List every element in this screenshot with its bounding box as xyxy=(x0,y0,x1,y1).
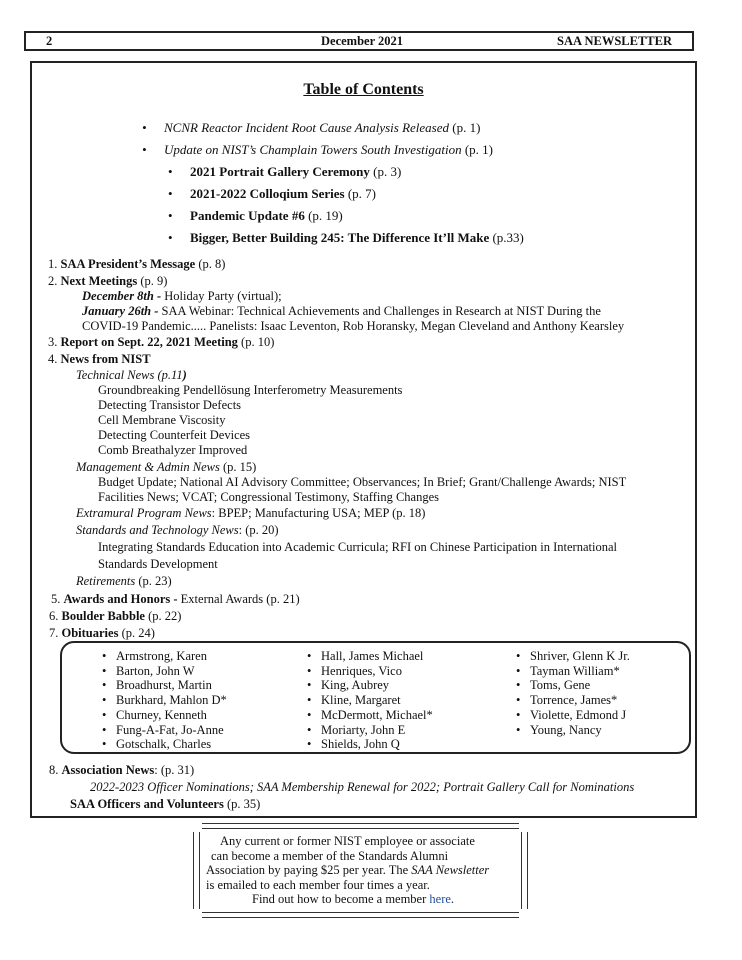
obituary-name: • Kline, Margaret xyxy=(307,693,401,708)
page-header xyxy=(24,31,694,51)
meeting-text: SAA Webinar: Technical Achievements and Challenges in Research at NIST During the xyxy=(161,304,601,318)
obituary-name: • Torrence, James* xyxy=(516,693,618,708)
text: Find out how to become a member xyxy=(252,892,430,906)
item-page: (p. 9) xyxy=(140,274,168,288)
item-page: (p. 8) xyxy=(198,257,226,271)
bullet-icon: • xyxy=(168,164,173,179)
obituary-name: • Shields, John Q xyxy=(307,737,400,752)
obituary-column xyxy=(307,649,433,752)
obituary-name: • Hall, James Michael xyxy=(307,649,424,663)
news-item: Detecting Counterfeit Devices xyxy=(98,428,251,442)
featured-page: (p.33) xyxy=(492,230,524,245)
page-number: 2 xyxy=(46,34,53,48)
obituary-name: • Fung-A-Fat, Jo-Anne xyxy=(102,722,224,737)
bullet-icon: • xyxy=(168,186,173,201)
section-management-news[interactable] xyxy=(76,460,256,475)
item-number: 8. xyxy=(49,763,59,777)
section-label: Retirements xyxy=(76,574,136,588)
featured-page: (p. 19) xyxy=(308,208,343,223)
featured-item[interactable] xyxy=(168,230,524,245)
toc-item[interactable] xyxy=(48,352,151,367)
section-page: (p. 15) xyxy=(222,460,257,474)
corner-decoration xyxy=(519,909,529,919)
featured-item[interactable] xyxy=(168,186,376,201)
section-page: : (p. 20) xyxy=(238,523,279,537)
item-title: Association News xyxy=(61,763,155,777)
featured-title: Update on NIST’s Champlain Towers South Investigation xyxy=(164,142,462,157)
text: Association by paying $25 per year. The xyxy=(206,863,412,877)
obituary-name: • Henriques, Vico xyxy=(307,663,402,678)
featured-page: (p. 1) xyxy=(464,142,493,157)
featured-item[interactable] xyxy=(168,164,402,179)
toc-item[interactable] xyxy=(49,763,194,778)
section-text: : BPEP; Manufacturing USA; MEP (p. 18) xyxy=(211,506,426,520)
featured-title: 2021-2022 Colloqium Series xyxy=(190,186,345,201)
item-title: News from NIST xyxy=(60,352,151,366)
issue-date: December 2021 xyxy=(321,34,404,48)
toc-item[interactable] xyxy=(48,274,167,289)
obituary-name: • McDermott, Michael* xyxy=(307,707,433,722)
membership-line: is emailed to each member four times a year. xyxy=(206,877,430,892)
toc-item[interactable] xyxy=(48,257,225,272)
text: . xyxy=(450,892,455,906)
news-item: Cell Membrane Viscosity xyxy=(98,413,226,427)
membership-box xyxy=(193,823,528,918)
item-number: 6. xyxy=(49,609,59,623)
association-news-text: 2022-2023 Officer Nominations; SAA Membership Renewal for 2022; Portrait Gallery Call for Nominations xyxy=(90,780,635,794)
obituary-name: • Broadhurst, Martin xyxy=(102,678,212,693)
news-item: Integrating Standards Education into Academic Curricula; RFI on Chinese Participation in International xyxy=(98,540,617,554)
item-page: (p. 22) xyxy=(148,609,182,623)
paren: ) xyxy=(182,368,187,382)
toc-item[interactable] xyxy=(49,609,181,624)
item-number: 3. xyxy=(48,335,58,349)
item-number: 4. xyxy=(48,352,58,366)
membership-line: Any current or former NIST employee or associate xyxy=(220,834,475,848)
obituary-column xyxy=(102,649,227,752)
item-title: Awards and Honors - xyxy=(63,592,178,606)
obituary-name: • Violette, Edmond J xyxy=(516,707,627,722)
section-label: Management & Admin News xyxy=(76,460,220,474)
item-title: Next Meetings xyxy=(60,274,138,288)
obituary-name: • Shriver, Glenn K Jr. xyxy=(516,649,630,663)
item-title: SAA Officers and Volunteers xyxy=(70,797,224,811)
news-item: Facilities News; VCAT; Congressional Testimony, Staffing Changes xyxy=(98,490,440,504)
membership-link[interactable]: here xyxy=(429,892,451,906)
obituary-name: • Burkhard, Mahlon D* xyxy=(102,693,227,708)
newsletter-name: SAA Newsletter xyxy=(411,863,490,877)
section-standards-news[interactable] xyxy=(76,523,279,538)
section-extramural-news[interactable] xyxy=(76,506,425,521)
toc-item-officers[interactable] xyxy=(70,797,260,812)
section-page: (p. 23) xyxy=(135,574,172,588)
item-page: (p. 24) xyxy=(121,626,155,640)
item-number: 5. xyxy=(51,592,61,606)
featured-item[interactable] xyxy=(142,120,481,135)
bullet-icon: • xyxy=(142,120,147,135)
featured-title: NCNR Reactor Incident Root Cause Analysis Released xyxy=(164,120,449,135)
corner-decoration xyxy=(192,822,202,832)
obituary-name: • Moriarty, John E xyxy=(307,722,406,737)
corner-decoration xyxy=(519,822,529,832)
toc-item[interactable] xyxy=(48,335,274,350)
membership-line: can become a member of the Standards Alumni xyxy=(211,848,449,863)
membership-line xyxy=(206,892,506,907)
toc-title: Table of Contents xyxy=(303,81,424,98)
featured-title: Pandemic Update #6 xyxy=(190,208,305,223)
toc-box xyxy=(30,61,697,818)
obituary-name: • Tayman William* xyxy=(516,663,620,678)
item-page: (p. 10) xyxy=(241,335,275,349)
section-label: Extramural Program News xyxy=(76,506,212,520)
bullet-icon: • xyxy=(168,230,173,245)
item-number: 2. xyxy=(48,274,58,288)
featured-item[interactable] xyxy=(142,142,493,157)
obituary-name: • King, Aubrey xyxy=(307,678,390,693)
obituary-name: • Gotschalk, Charles xyxy=(102,737,212,752)
item-rest: External Awards (p. 21) xyxy=(177,592,300,606)
featured-title: Bigger, Better Building 245: The Difference It’ll Make xyxy=(190,230,490,245)
news-item: Budget Update; National AI Advisory Committee; Observances; In Brief; Grant/Challenge Awards; NIST xyxy=(98,475,627,489)
meeting-line xyxy=(82,289,282,304)
news-item: Detecting Transistor Defects xyxy=(98,398,242,412)
item-title: Report on Sept. 22, 2021 Meeting xyxy=(60,335,238,349)
section-retirements[interactable] xyxy=(76,574,172,589)
meeting-date: December 8th - xyxy=(82,289,162,303)
newsletter-title: SAA NEWSLETTER xyxy=(557,34,672,48)
bullet-icon: • xyxy=(142,142,147,157)
item-title: Obituaries xyxy=(61,626,119,640)
meeting-text: Holiday Party (virtual); xyxy=(164,289,282,303)
featured-page: (p. 1) xyxy=(452,120,481,135)
news-item: Standards Development xyxy=(98,557,218,571)
obituary-name: • Toms, Gene xyxy=(516,678,591,693)
bullet-icon: • xyxy=(168,208,173,223)
obituary-name: • Young, Nancy xyxy=(516,722,602,737)
corner-decoration xyxy=(192,909,202,919)
meeting-date: January 26th - xyxy=(82,304,159,318)
item-number: 1. xyxy=(48,257,58,271)
obituaries-box xyxy=(60,641,691,754)
meeting-text-cont: COVID-19 Pandemic..... Panelists: Isaac Leventon, Rob Horansky, Megan Cleveland and Anthony Kearsley xyxy=(82,319,625,333)
obituary-column xyxy=(516,649,630,737)
item-title: Boulder Babble xyxy=(61,609,145,623)
item-page: (p. 35) xyxy=(226,797,261,811)
item-title: SAA President’s Message xyxy=(60,257,196,271)
news-item: Groundbreaking Pendellösung Interferometry Measurements xyxy=(98,383,403,397)
obituary-name: • Armstrong, Karen xyxy=(102,649,207,663)
news-item: Comb Breathalyzer Improved xyxy=(98,443,248,457)
toc-item[interactable] xyxy=(51,592,300,607)
featured-title: 2021 Portrait Gallery Ceremony xyxy=(190,164,370,179)
section-label: Standards and Technology News xyxy=(76,523,239,537)
toc-item[interactable] xyxy=(49,626,155,641)
featured-page: (p. 7) xyxy=(347,186,376,201)
item-number: 7. xyxy=(49,626,59,640)
featured-page: (p. 3) xyxy=(373,164,402,179)
section-label: Technical News (p.11 xyxy=(76,368,183,382)
obituary-name: • Barton, John W xyxy=(102,663,195,678)
item-page: : (p. 31) xyxy=(154,763,195,777)
featured-item[interactable] xyxy=(168,208,343,223)
obituary-name: • Churney, Kenneth xyxy=(102,707,207,722)
membership-line xyxy=(206,863,506,878)
section-technical-news[interactable] xyxy=(76,368,187,383)
membership-text xyxy=(206,834,506,907)
meeting-line xyxy=(82,304,601,319)
